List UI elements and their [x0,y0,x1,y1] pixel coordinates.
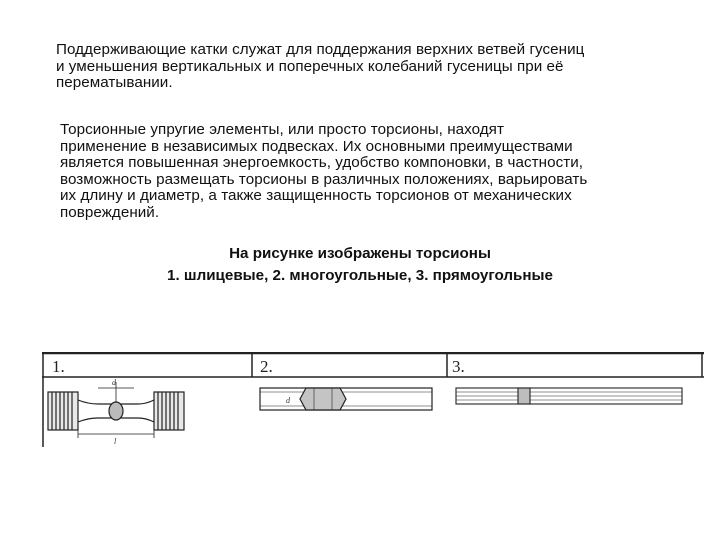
rectangular-torsion-bar [456,388,682,404]
dim-label-d-1: d [112,378,116,387]
dim-label-d-2: d [286,396,290,405]
panel-label-3: 3. [452,357,465,376]
torsion-bars-figure [42,352,704,448]
spline-torsion-bar [48,382,184,438]
panel-label-2: 2. [260,357,273,376]
paragraph-support-rollers: Поддерживающие катки служат для поддержания верхних ветвей гусениц и уменьшения вертикальных и поперечных колебаний гусеницы при её перематывании. [56,41,585,91]
paragraph-torsion-bars: Торсионные упругие элементы, или просто торсионы, находят применение в независимых подвесках. Их основными преимуществами является повышенная энергоемкость, удобство компоновки, в частности, возможность размещать торсионы в различных положениях, варьировать их длину и диаметр, а также защищенность торсионов от механических повреждений. [60,121,588,221]
figure-caption-title: На рисунке изображены торсионы [229,245,491,262]
figure-caption-list: 1. шлицевые, 2. многоугольные, 3. прямоугольные [167,267,553,284]
dim-label-l: l [114,437,117,446]
panel-label-1: 1. [52,357,65,376]
